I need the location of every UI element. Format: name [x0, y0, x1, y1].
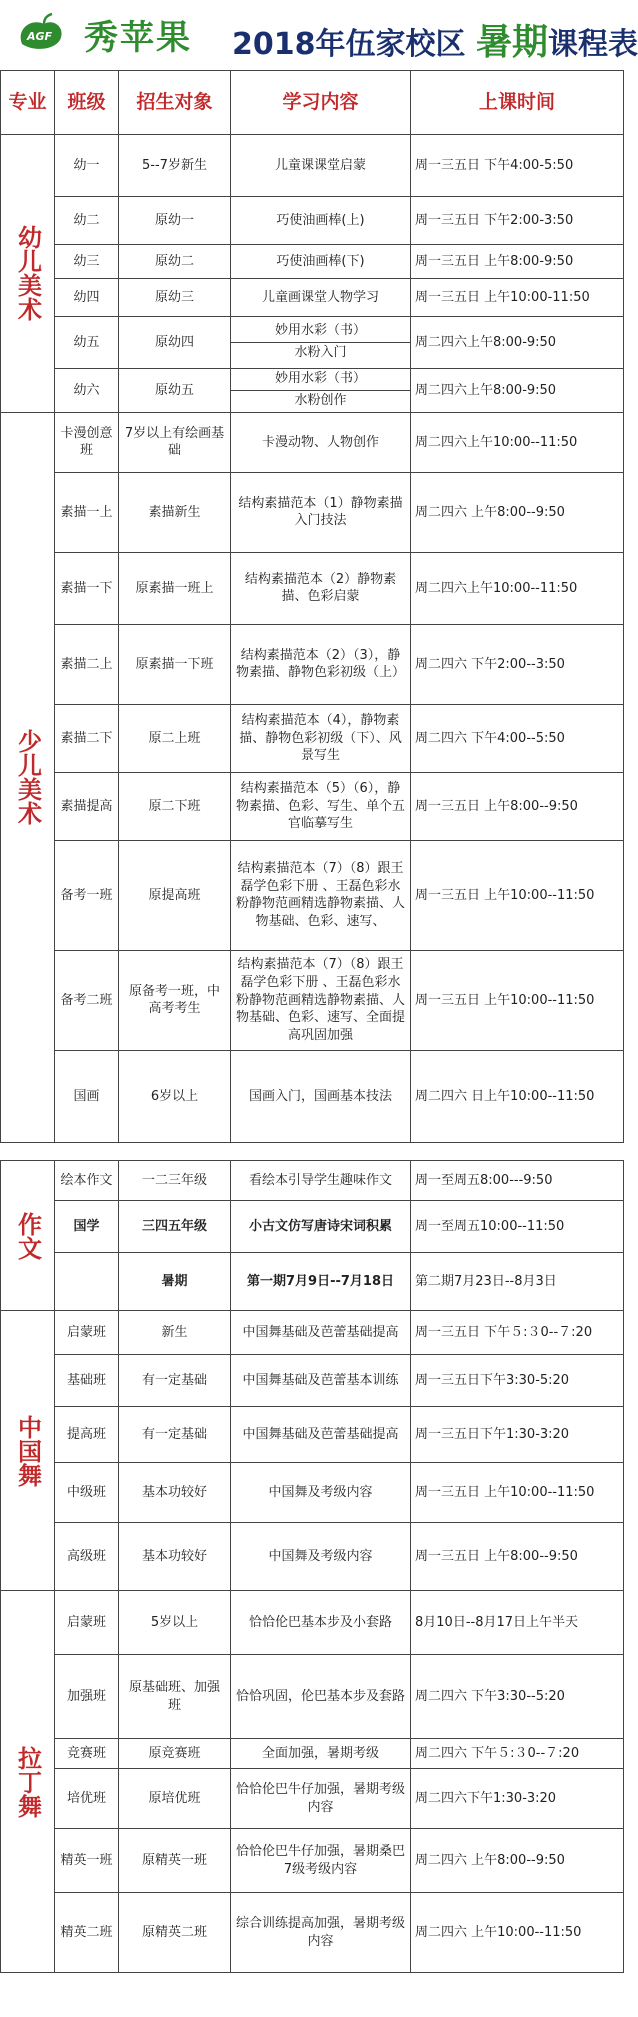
- major-label-writing: 作文: [1, 1161, 55, 1311]
- table-row: [1, 840, 624, 950]
- time-cell: 周二四六下午1:30-3:20: [411, 1769, 624, 1829]
- time-cell: 8月10日--8月17日上午半天: [411, 1591, 624, 1655]
- class-cell: 培优班: [55, 1769, 119, 1829]
- header-target: 招生对象: [119, 71, 231, 135]
- table-row: [1, 704, 624, 772]
- class-cell: 加强班: [55, 1655, 119, 1739]
- table-row: [1, 369, 624, 413]
- class-cell: 国画: [55, 1050, 119, 1142]
- class-cell: 启蒙班: [55, 1591, 119, 1655]
- target-cell: 原幼三: [119, 279, 231, 317]
- class-cell: 素描二下: [55, 704, 119, 772]
- target-cell: 5岁以上: [119, 1591, 231, 1655]
- time-cell: 周一三五日 下午2:00-3:50: [411, 197, 624, 245]
- class-cell: 启蒙班: [55, 1311, 119, 1355]
- table-row: [1, 1769, 624, 1829]
- time-cell: 周一三五日 上午10:00--11:50: [411, 950, 624, 1050]
- content-cell: [231, 317, 411, 369]
- content-cell: 中国舞基础及芭蕾基本训练: [231, 1355, 411, 1407]
- target-cell: 7岁以上有绘画基础: [119, 412, 231, 472]
- table-row: [1, 1463, 624, 1523]
- time-cell: 周一三五日 上午8:00--9:50: [411, 1523, 624, 1591]
- class-cell: 备考一班: [55, 840, 119, 950]
- table-row: [1, 197, 624, 245]
- table-row: [1, 1201, 624, 1253]
- table-row: [1, 1739, 624, 1769]
- table-row: [1, 1591, 624, 1655]
- target-cell: 素描新生: [119, 472, 231, 552]
- content-cell: 综合训练提高加强，暑期考级内容: [231, 1893, 411, 1973]
- table-row: [1, 472, 624, 552]
- time-cell: 周二四六 下午3:30--5:20: [411, 1655, 624, 1739]
- content-cell: 中国舞基础及芭蕾基础提高: [231, 1311, 411, 1355]
- class-cell: 幼三: [55, 245, 119, 279]
- time-cell: 周二四六 上午8:00--9:50: [411, 472, 624, 552]
- target-cell: 有一定基础: [119, 1355, 231, 1407]
- content-cell: 结构素描范本（2）（3），静物素描、静物色彩初级（上）: [231, 624, 411, 704]
- header-class: 班级: [55, 71, 119, 135]
- class-cell: 素描一下: [55, 552, 119, 624]
- target-cell: 原备考一班，中高考考生: [119, 950, 231, 1050]
- content-cell: 结构素描范本（7）（8）跟王磊学色彩下册 、王磊色彩水粉静物范画精选静物素描、人物基础、色彩、速写、全面提高巩固加强: [231, 950, 411, 1050]
- class-cell: 幼五: [55, 317, 119, 369]
- content-cell: 结构素描范本（2）静物素描、色彩启蒙: [231, 552, 411, 624]
- class-cell: 竞赛班: [55, 1739, 119, 1769]
- time-cell: 周一三五日 上午10:00--11:50: [411, 1463, 624, 1523]
- target-cell: 基本功较好: [119, 1523, 231, 1591]
- time-cell: 周一三五日 下午５:３0--７:20: [411, 1311, 624, 1355]
- target-cell: 原素描一班上: [119, 552, 231, 624]
- content-cell: 结构素描范本（4），静物素描、静物色彩初级（下）、风景写生: [231, 704, 411, 772]
- table-row: [1, 1523, 624, 1591]
- target-cell: 原精英二班: [119, 1893, 231, 1973]
- class-cell: 幼六: [55, 369, 119, 413]
- content-cell: 儿童画课堂人物学习: [231, 279, 411, 317]
- schedule-table-other: [0, 1160, 624, 1973]
- target-cell: 有一定基础: [119, 1407, 231, 1463]
- table-row: [1, 1161, 624, 1201]
- major-label-chinese-dance: 中国舞: [1, 1311, 55, 1591]
- major-label-kids-art: 幼儿美术: [1, 135, 55, 413]
- class-cell: 备考二班: [55, 950, 119, 1050]
- content-line: 水粉创作: [294, 392, 347, 408]
- target-cell: 原基础班、加强班: [119, 1655, 231, 1739]
- class-cell: 素描一上: [55, 472, 119, 552]
- content-cell: 卡漫动物、人物创作: [231, 412, 411, 472]
- class-cell: 高级班: [55, 1523, 119, 1591]
- target-cell: 原幼五: [119, 369, 231, 413]
- content-cell: 结构素描范本（7）（8）跟王磊学色彩下册 、王磊色彩水粉静物范画精选静物素描、人物基础、色彩、速写、: [231, 840, 411, 950]
- header-content: 学习内容: [231, 71, 411, 135]
- content-line: 妙用水彩（书）: [231, 369, 410, 391]
- table-row: [1, 1893, 624, 1973]
- class-cell: 国学: [55, 1201, 119, 1253]
- target-cell: 原培优班: [119, 1769, 231, 1829]
- class-cell: 幼一: [55, 135, 119, 197]
- table-header-row: [1, 71, 624, 135]
- class-cell: 素描提高: [55, 772, 119, 840]
- table-row: [1, 950, 624, 1050]
- time-cell: 周一三五日 上午8:00--9:50: [411, 772, 624, 840]
- content-cell: 恰恰巩固，伦巴基本步及套路: [231, 1655, 411, 1739]
- class-cell: [55, 1253, 119, 1311]
- major-label-youth-art: 少儿美术: [1, 412, 55, 1142]
- class-cell: 幼二: [55, 197, 119, 245]
- class-cell: 绘本作文: [55, 1161, 119, 1201]
- page-title: [232, 14, 638, 65]
- logo-text: AGF: [27, 30, 53, 43]
- table-row: [1, 1050, 624, 1142]
- time-cell: 第二期7月23日--8月3日: [411, 1253, 624, 1311]
- time-cell: 周二四六 上午10:00--11:50: [411, 1893, 624, 1973]
- content-line: 妙用水彩（书）: [231, 321, 410, 343]
- content-cell: 第一期7月9日--7月18日: [231, 1253, 411, 1311]
- table-row: [1, 245, 624, 279]
- target-cell: 原幼一: [119, 197, 231, 245]
- content-cell: 恰恰伦巴牛仔加强，暑期桑巴7级考级内容: [231, 1829, 411, 1893]
- time-cell: 周二四六 下午4:00--5:50: [411, 704, 624, 772]
- table-row: [1, 552, 624, 624]
- class-cell: 提高班: [55, 1407, 119, 1463]
- content-cell: 小古文仿写唐诗宋词积累: [231, 1201, 411, 1253]
- target-cell: 暑期: [119, 1253, 231, 1311]
- target-cell: 原二上班: [119, 704, 231, 772]
- header-time: 上课时间: [411, 71, 624, 135]
- class-cell: 基础班: [55, 1355, 119, 1407]
- table-row: [1, 624, 624, 704]
- table-row: [1, 135, 624, 197]
- target-cell: 5--7岁新生: [119, 135, 231, 197]
- content-cell: 结构素描范本（5）（6），静物素描、色彩、写生、单个五官临摹写生: [231, 772, 411, 840]
- title-suffix: 课程表: [547, 27, 638, 62]
- time-cell: 周一三五日 下午4:00-5:50: [411, 135, 624, 197]
- content-cell: 中国舞及考级内容: [231, 1523, 411, 1591]
- target-cell: 新生: [119, 1311, 231, 1355]
- target-cell: 原竞赛班: [119, 1739, 231, 1769]
- class-cell: 幼四: [55, 279, 119, 317]
- content-cell: 中国舞基础及芭蕾基础提高: [231, 1407, 411, 1463]
- table-row: [1, 1655, 624, 1739]
- time-cell: 周二四六 日上午10:00--11:50: [411, 1050, 624, 1142]
- content-cell: 巧使油画棒(下): [231, 245, 411, 279]
- content-cell: 恰恰伦巴牛仔加强，暑期考级内容: [231, 1769, 411, 1829]
- content-cell: 国画入门，国画基本技法: [231, 1050, 411, 1142]
- content-line: 水粉入门: [294, 345, 347, 360]
- content-cell: 全面加强，暑期考级: [231, 1739, 411, 1769]
- table-row: [1, 279, 624, 317]
- header-major: 专业: [1, 71, 55, 135]
- table-row: [1, 1311, 624, 1355]
- class-cell: 精英一班: [55, 1829, 119, 1893]
- time-cell: 周二四六 下午５:３0--７:20: [411, 1739, 624, 1769]
- target-cell: 6岁以上: [119, 1050, 231, 1142]
- title-highlight: 暑期: [475, 22, 548, 63]
- time-cell: 周一三五日下午1:30-3:20: [411, 1407, 624, 1463]
- table-row: [1, 1355, 624, 1407]
- class-cell: 中级班: [55, 1463, 119, 1523]
- time-cell: 周一三五日下午3:30-5:20: [411, 1355, 624, 1407]
- time-cell: 周二四六 上午8:00--9:50: [411, 1829, 624, 1893]
- target-cell: 一二三年级: [119, 1161, 231, 1201]
- target-cell: 原幼四: [119, 317, 231, 369]
- table-row: [1, 1829, 624, 1893]
- time-cell: 周二四六上午10:00--11:50: [411, 412, 624, 472]
- target-cell: 原提高班: [119, 840, 231, 950]
- table-row: [1, 1253, 624, 1311]
- page-header: [0, 0, 638, 70]
- content-cell: 恰恰伦巴基本步及小套路: [231, 1591, 411, 1655]
- table-row: [1, 1407, 624, 1463]
- content-cell: 巧使油画棒(上): [231, 197, 411, 245]
- table-row: [1, 317, 624, 369]
- class-cell: 卡漫创意班: [55, 412, 119, 472]
- time-cell: 周二四六上午8:00-9:50: [411, 317, 624, 369]
- target-cell: 原素描一下班: [119, 624, 231, 704]
- time-cell: 周二四六 下午2:00--3:50: [411, 624, 624, 704]
- target-cell: 原二下班: [119, 772, 231, 840]
- apple-logo-icon: [14, 14, 66, 52]
- target-cell: 原幼二: [119, 245, 231, 279]
- target-cell: 原精英一班: [119, 1829, 231, 1893]
- time-cell: 周一至周五10:00--11:50: [411, 1201, 624, 1253]
- content-cell: 儿童课课堂启蒙: [231, 135, 411, 197]
- time-cell: 周一三五日 上午8:00-9:50: [411, 245, 624, 279]
- content-cell: 看绘本引导学生趣味作文: [231, 1161, 411, 1201]
- major-label-latin-dance: 拉丁舞: [1, 1591, 55, 1973]
- title-campus: 伍家校区: [345, 27, 466, 62]
- brand-name: 秀苹果: [84, 18, 192, 58]
- content-cell: [231, 369, 411, 413]
- table-row: [1, 772, 624, 840]
- target-cell: 三四五年级: [119, 1201, 231, 1253]
- table-row: [1, 412, 624, 472]
- target-cell: 基本功较好: [119, 1463, 231, 1523]
- time-cell: 周一至周五8:00---9:50: [411, 1161, 624, 1201]
- time-cell: 周二四六上午10:00--11:50: [411, 552, 624, 624]
- content-cell: 中国舞及考级内容: [231, 1463, 411, 1523]
- class-cell: 素描二上: [55, 624, 119, 704]
- title-year: 2018年: [232, 27, 346, 62]
- class-cell: 精英二班: [55, 1893, 119, 1973]
- schedule-table-art: [0, 70, 624, 1143]
- time-cell: 周二四六上午8:00-9:50: [411, 369, 624, 413]
- time-cell: 周一三五日 上午10:00--11:50: [411, 840, 624, 950]
- time-cell: 周一三五日 上午10:00-11:50: [411, 279, 624, 317]
- content-cell: 结构素描范本（1）静物素描入门技法: [231, 472, 411, 552]
